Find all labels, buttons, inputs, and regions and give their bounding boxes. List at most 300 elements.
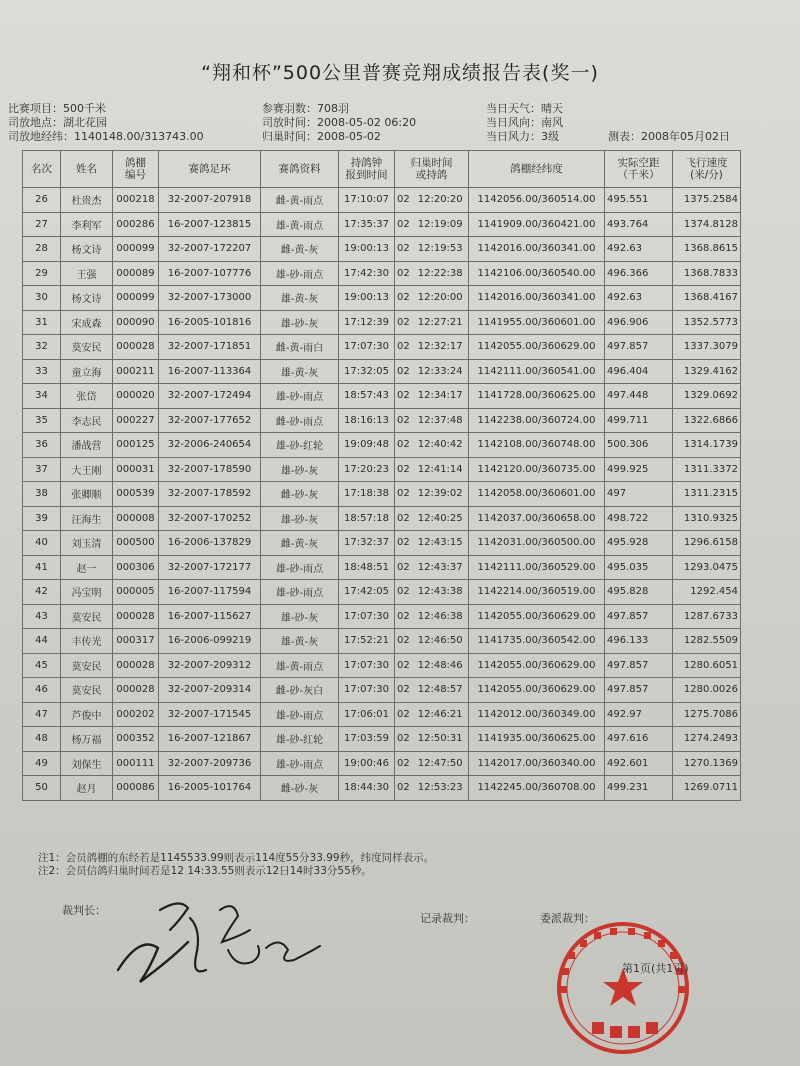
cell-coords: 1141955.00/360601.00: [469, 310, 605, 335]
cell-return-time: [395, 310, 469, 335]
cell-coords: 1142031.00/360500.00: [469, 531, 605, 556]
cell-speed: 1310.9325: [673, 506, 741, 531]
page-indicator: 第1页(共1页): [622, 962, 689, 975]
header-ring: 赛鸽足环: [159, 151, 261, 188]
cell-coords: 1142055.00/360629.00: [469, 335, 605, 360]
table-row: [23, 727, 741, 752]
cell-loft: 000031: [113, 457, 159, 482]
cell-ring: 32-2007-207918: [159, 188, 261, 213]
cell-return-time: [395, 506, 469, 531]
cell-loft: 000008: [113, 506, 159, 531]
cell-clock: 18:48:51: [339, 555, 395, 580]
cell-info: 雄-砂-雨点: [261, 261, 339, 286]
footnote-2: 注2：会员信鸽归巢时间若是12 14:33.55则表示12日14时33分55秒。: [38, 865, 372, 877]
cell-coords: 1142055.00/360629.00: [469, 653, 605, 678]
cell-distance: 492.601: [605, 751, 673, 776]
cell-return-time: [395, 555, 469, 580]
cell-coords: 1142111.00/360541.00: [469, 359, 605, 384]
cell-clock: 18:57:43: [339, 384, 395, 409]
cell-info: 雄-黄-雨点: [261, 653, 339, 678]
cell-info: 雌-黄-灰: [261, 531, 339, 556]
cell-speed: 1368.4167: [673, 286, 741, 311]
cell-name: 杨万福: [61, 727, 113, 752]
cell-speed: 1329.4162: [673, 359, 741, 384]
cell-return-clock: 12:41:14: [417, 463, 463, 475]
table-row: [23, 188, 741, 213]
cell-speed: 1280.6051: [673, 653, 741, 678]
cell-return-clock: 12:37:48: [417, 414, 463, 426]
cell-day: 02: [397, 316, 410, 328]
footnote-1: 注1：会员鸽棚的东经若是1145533.99则表示114度55分33.99秒，纬度同样表示。: [38, 852, 435, 864]
cell-name: 刘玉清: [61, 531, 113, 556]
cell-clock: 19:00:13: [339, 237, 395, 262]
cell-day: 02: [397, 733, 410, 745]
cell-return-clock: 12:46:50: [417, 635, 463, 647]
cell-return-time: [395, 457, 469, 482]
cell-name: 潘战营: [61, 433, 113, 458]
weather-value: 晴天: [541, 102, 563, 115]
cell-loft: 000125: [113, 433, 159, 458]
cell-return-time: [395, 359, 469, 384]
cell-info: 雄-砂-灰: [261, 310, 339, 335]
cell-info: 雄-砂-雨点: [261, 751, 339, 776]
cell-return-clock: 12:43:15: [417, 537, 463, 549]
cell-coords: 1142108.00/360748.00: [469, 433, 605, 458]
cell-speed: 1337.3079: [673, 335, 741, 360]
return-time: [262, 128, 381, 144]
cell-ring: 16-2007-121867: [159, 727, 261, 752]
cell-speed: 1368.7833: [673, 261, 741, 286]
cell-rank: 47: [23, 702, 61, 727]
cell-clock: 17:52:21: [339, 629, 395, 654]
cell-loft: 000028: [113, 678, 159, 703]
cell-day: 02: [397, 292, 410, 304]
table-row: [23, 702, 741, 727]
cell-loft: 000089: [113, 261, 159, 286]
cell-return-clock: 12:33:24: [417, 365, 463, 377]
cell-speed: 1368.8615: [673, 237, 741, 262]
header-return: [395, 151, 469, 188]
cell-info: 雄-黄-雨点: [261, 212, 339, 237]
release-time-value: 2008-05-02 06:20: [317, 116, 417, 129]
cell-speed: 1293.0475: [673, 555, 741, 580]
cell-clock: 17:35:37: [339, 212, 395, 237]
cell-info: 雄-黄-灰: [261, 629, 339, 654]
cell-clock: 17:42:05: [339, 580, 395, 605]
return-time-value: 2008-05-02: [317, 130, 381, 143]
cell-loft: 000211: [113, 359, 159, 384]
cell-rank: 30: [23, 286, 61, 311]
cell-ring: 32-2006-240654: [159, 433, 261, 458]
cell-return-clock: 12:47:50: [417, 757, 463, 769]
cell-loft: 000227: [113, 408, 159, 433]
cell-name: 杜贵杰: [61, 188, 113, 213]
cell-day: 02: [397, 659, 410, 671]
cell-day: 02: [397, 194, 410, 206]
table-row: [23, 629, 741, 654]
cell-day: 02: [397, 782, 410, 794]
cell-loft: 000005: [113, 580, 159, 605]
cell-distance: 497.448: [605, 384, 673, 409]
print-date: 测表：2008年05月02日: [608, 130, 730, 143]
cell-return-clock: 12:48:46: [417, 659, 463, 671]
table-row: [23, 286, 741, 311]
cell-day: 02: [397, 635, 410, 647]
cell-day: 02: [397, 488, 410, 500]
cell-distance: 492.63: [605, 237, 673, 262]
release-site-value: 湖北花园: [63, 116, 107, 129]
cell-distance: 496.404: [605, 359, 673, 384]
race-item-label: 比赛项目：: [8, 102, 63, 115]
cell-clock: 17:07:30: [339, 335, 395, 360]
cell-clock: 17:10:07: [339, 188, 395, 213]
table-header-row: [23, 151, 741, 188]
cell-ring: 32-2007-170252: [159, 506, 261, 531]
header-name: 姓名: [61, 151, 113, 188]
cell-return-clock: 12:46:21: [417, 708, 463, 720]
table-row: [23, 482, 741, 507]
cell-loft: 000028: [113, 335, 159, 360]
cell-distance: 497.616: [605, 727, 673, 752]
cell-coords: 1141909.00/360421.00: [469, 212, 605, 237]
cell-rank: 46: [23, 678, 61, 703]
cell-name: 汪海生: [61, 506, 113, 531]
cell-name: 宋成森: [61, 310, 113, 335]
cell-speed: 1322.6866: [673, 408, 741, 433]
cell-coords: 1142120.00/360735.00: [469, 457, 605, 482]
cell-clock: 17:42:30: [339, 261, 395, 286]
table-row: [23, 335, 741, 360]
cell-coords: 1142055.00/360629.00: [469, 604, 605, 629]
recorder-label: 记录裁判：: [420, 912, 475, 925]
cell-return-time: [395, 604, 469, 629]
cell-ring: 16-2007-113364: [159, 359, 261, 384]
cell-day: 02: [397, 757, 410, 769]
cell-loft: 000286: [113, 212, 159, 237]
cell-return-time: [395, 482, 469, 507]
release-time-label: 司放时间：: [262, 116, 317, 129]
cell-ring: 32-2007-172207: [159, 237, 261, 262]
cell-loft: 000306: [113, 555, 159, 580]
header-speed-line1: 飞行速度: [685, 157, 728, 169]
cell-name: 莫安民: [61, 678, 113, 703]
cell-name: 李利军: [61, 212, 113, 237]
cell-distance: 499.925: [605, 457, 673, 482]
cell-coords: 1141728.00/360625.00: [469, 384, 605, 409]
cell-return-time: [395, 751, 469, 776]
return-time-label: 归巢时间：: [262, 130, 317, 143]
cell-speed: 1296.6158: [673, 531, 741, 556]
table-row: [23, 580, 741, 605]
cell-clock: 17:18:38: [339, 482, 395, 507]
cell-rank: 27: [23, 212, 61, 237]
cell-coords: 1142055.00/360629.00: [469, 678, 605, 703]
referee-label: 裁判长：: [62, 904, 106, 917]
header-clock: [339, 151, 395, 188]
cell-ring: 16-2005-101764: [159, 776, 261, 801]
cell-rank: 31: [23, 310, 61, 335]
cell-clock: 19:00:13: [339, 286, 395, 311]
header-distance-line2: （千米）: [617, 169, 660, 181]
cell-day: 02: [397, 365, 410, 377]
cell-coords: 1142111.00/360529.00: [469, 555, 605, 580]
header-distance-line1: 实际空距: [617, 157, 660, 169]
table-row: [23, 531, 741, 556]
cell-name: 芦俊中: [61, 702, 113, 727]
cell-rank: 50: [23, 776, 61, 801]
table-row: [23, 604, 741, 629]
cell-return-time: [395, 653, 469, 678]
cell-distance: 500.306: [605, 433, 673, 458]
cell-speed: 1269.0711: [673, 776, 741, 801]
cell-distance: 497.857: [605, 653, 673, 678]
cell-name: 丰传光: [61, 629, 113, 654]
cell-return-time: [395, 433, 469, 458]
table-row: [23, 384, 741, 409]
cell-loft: 000020: [113, 384, 159, 409]
table-row: [23, 408, 741, 433]
cell-clock: 17:06:01: [339, 702, 395, 727]
wind-dir-label: 当日风向：: [486, 116, 541, 129]
cell-info: 雌-黄-雨白: [261, 335, 339, 360]
report-title: “翔和杯”500公里普赛竞翔成绩报告表(奖一): [201, 62, 599, 84]
cell-loft: 000090: [113, 310, 159, 335]
cell-name: 杨文诗: [61, 286, 113, 311]
cell-coords: 1141735.00/360542.00: [469, 629, 605, 654]
cell-return-time: [395, 384, 469, 409]
cell-loft: 000028: [113, 653, 159, 678]
results-body: [23, 188, 741, 801]
cell-day: 02: [397, 414, 410, 426]
cell-return-time: [395, 629, 469, 654]
cell-loft: 000500: [113, 531, 159, 556]
cell-clock: 17:07:30: [339, 604, 395, 629]
release-site-label: 司放地点：: [8, 116, 63, 129]
cell-day: 02: [397, 512, 410, 524]
header-clock-line2: 报到时间: [345, 169, 388, 181]
cell-day: 02: [397, 561, 410, 573]
cell-day: 02: [397, 341, 410, 353]
table-row: [23, 359, 741, 384]
cell-ring: 16-2006-137829: [159, 531, 261, 556]
cell-info: 雌-黄-雨点: [261, 188, 339, 213]
cell-speed: 1287.6733: [673, 604, 741, 629]
cell-rank: 28: [23, 237, 61, 262]
cell-return-time: [395, 408, 469, 433]
cell-info: 雌-砂-灰: [261, 776, 339, 801]
cell-distance: 498.722: [605, 506, 673, 531]
cell-return-clock: 12:34:17: [417, 390, 463, 402]
cell-speed: 1275.7086: [673, 702, 741, 727]
cell-day: 02: [397, 390, 410, 402]
cell-speed: 1292.454: [673, 580, 741, 605]
cell-ring: 32-2007-209314: [159, 678, 261, 703]
header-loft: [113, 151, 159, 188]
cell-name: 大王刚: [61, 457, 113, 482]
cell-name: 冯宝明: [61, 580, 113, 605]
cell-rank: 35: [23, 408, 61, 433]
cell-distance: 495.928: [605, 531, 673, 556]
cell-coords: 1142056.00/360514.00: [469, 188, 605, 213]
table-row: [23, 261, 741, 286]
cell-day: 02: [397, 684, 410, 696]
cell-distance: 497: [605, 482, 673, 507]
cell-speed: 1374.8128: [673, 212, 741, 237]
cell-info: 雌-黄-灰: [261, 237, 339, 262]
cell-return-clock: 12:22:38: [417, 267, 463, 279]
cell-clock: 19:09:48: [339, 433, 395, 458]
cell-return-time: [395, 580, 469, 605]
cell-coords: 1142037.00/360658.00: [469, 506, 605, 531]
cell-return-clock: 12:20:00: [417, 292, 463, 304]
cell-name: 刘保生: [61, 751, 113, 776]
cell-name: 赵月: [61, 776, 113, 801]
cell-info: 雌-砂-灰: [261, 482, 339, 507]
header-speed: [673, 151, 741, 188]
cell-clock: 17:07:30: [339, 653, 395, 678]
table-row: [23, 212, 741, 237]
cell-ring: 32-2007-172177: [159, 555, 261, 580]
cell-ring: 32-2007-173000: [159, 286, 261, 311]
cell-info: 雄-砂-雨点: [261, 384, 339, 409]
cell-info: 雌-砂-雨点: [261, 408, 339, 433]
cell-coords: 1141935.00/360625.00: [469, 727, 605, 752]
release-coord-value: 1140148.00/313743.00: [74, 130, 204, 143]
table-row: [23, 555, 741, 580]
cell-name: 李志民: [61, 408, 113, 433]
cell-name: 赵一: [61, 555, 113, 580]
table-row: [23, 433, 741, 458]
cell-info: 雄-砂-灰: [261, 457, 339, 482]
cell-day: 02: [397, 243, 410, 255]
cell-name: 莫安民: [61, 653, 113, 678]
cell-distance: 496.133: [605, 629, 673, 654]
cell-ring: 32-2007-209736: [159, 751, 261, 776]
header-speed-line2: (米/分): [690, 169, 723, 181]
entries-value: 708羽: [317, 102, 349, 115]
cell-ring: 32-2007-172494: [159, 384, 261, 409]
wind-force-value: 3级: [541, 130, 559, 143]
cell-loft: 000086: [113, 776, 159, 801]
cell-info: 雄-砂-灰: [261, 506, 339, 531]
cell-rank: 40: [23, 531, 61, 556]
cell-distance: 493.764: [605, 212, 673, 237]
cell-info: 雄-黄-灰: [261, 286, 339, 311]
cell-return-clock: 12:43:37: [417, 561, 463, 573]
cell-rank: 39: [23, 506, 61, 531]
cell-rank: 42: [23, 580, 61, 605]
cell-clock: 18:57:18: [339, 506, 395, 531]
race-item-value: 500千米: [63, 102, 106, 115]
cell-return-time: [395, 237, 469, 262]
cell-loft: 000218: [113, 188, 159, 213]
cell-return-clock: 12:48:57: [417, 684, 463, 696]
cell-return-time: [395, 531, 469, 556]
cell-ring: 16-2006-099219: [159, 629, 261, 654]
cell-info: 雌-砂-灰白: [261, 678, 339, 703]
cell-info: 雄-砂-灰: [261, 604, 339, 629]
header-info: 赛鸽资料: [261, 151, 339, 188]
cell-loft: 000111: [113, 751, 159, 776]
cell-return-time: [395, 335, 469, 360]
cell-coords: 1142017.00/360340.00: [469, 751, 605, 776]
footnotes: [38, 852, 434, 878]
table-row: [23, 653, 741, 678]
wind-force: [486, 128, 559, 144]
cell-speed: 1314.1739: [673, 433, 741, 458]
cell-return-clock: 12:53:23: [417, 782, 463, 794]
cell-return-time: [395, 702, 469, 727]
cell-distance: 496.906: [605, 310, 673, 335]
header-return-line2: 或持鸽: [415, 169, 448, 181]
cell-rank: 34: [23, 384, 61, 409]
entries-label: 参赛羽数：: [262, 102, 317, 115]
cell-loft: 000099: [113, 237, 159, 262]
cell-info: 雄-黄-灰: [261, 359, 339, 384]
header-coords: 鸽棚经纬度: [469, 151, 605, 188]
cell-clock: 17:20:23: [339, 457, 395, 482]
cell-coords: 1142238.00/360724.00: [469, 408, 605, 433]
release-coordinates: [8, 128, 204, 144]
cell-speed: 1274.2493: [673, 727, 741, 752]
cell-return-time: [395, 212, 469, 237]
cell-loft: 000028: [113, 604, 159, 629]
cell-coords: 1142214.00/360519.00: [469, 580, 605, 605]
cell-speed: 1375.2584: [673, 188, 741, 213]
cell-rank: 37: [23, 457, 61, 482]
cell-distance: 497.857: [605, 678, 673, 703]
cell-clock: 18:44:30: [339, 776, 395, 801]
cell-return-clock: 12:46:38: [417, 610, 463, 622]
cell-coords: 1142106.00/360540.00: [469, 261, 605, 286]
cell-return-time: [395, 286, 469, 311]
cell-day: 02: [397, 463, 410, 475]
header-return-line1: 归巢时间: [410, 157, 453, 169]
weather-label: 当日天气：: [486, 102, 541, 115]
table-row: [23, 751, 741, 776]
cell-rank: 43: [23, 604, 61, 629]
cell-return-clock: 12:43:38: [417, 586, 463, 598]
wind-force-label: 当日风力：: [486, 130, 541, 143]
cell-day: 02: [397, 586, 410, 598]
cell-info: 雄-砂-红轮: [261, 727, 339, 752]
cell-distance: 497.857: [605, 335, 673, 360]
cell-rank: 26: [23, 188, 61, 213]
cell-speed: 1282.5509: [673, 629, 741, 654]
committee-label: 委派裁判：: [540, 912, 595, 925]
table-row: [23, 310, 741, 335]
cell-loft: 000202: [113, 702, 159, 727]
cell-name: 童立海: [61, 359, 113, 384]
cell-loft: 000539: [113, 482, 159, 507]
cell-return-time: [395, 261, 469, 286]
cell-ring: 16-2007-107776: [159, 261, 261, 286]
cell-clock: 17:03:59: [339, 727, 395, 752]
cell-distance: 495.828: [605, 580, 673, 605]
cell-ring: 32-2007-177652: [159, 408, 261, 433]
cell-return-clock: 12:19:53: [417, 243, 463, 255]
cell-day: 02: [397, 439, 410, 451]
cell-ring: 16-2007-115627: [159, 604, 261, 629]
cell-rank: 29: [23, 261, 61, 286]
cell-rank: 33: [23, 359, 61, 384]
cell-day: 02: [397, 708, 410, 720]
cell-name: 王强: [61, 261, 113, 286]
cell-distance: 496.366: [605, 261, 673, 286]
cell-ring: 32-2007-171851: [159, 335, 261, 360]
cell-speed: 1311.3372: [673, 457, 741, 482]
cell-rank: 49: [23, 751, 61, 776]
